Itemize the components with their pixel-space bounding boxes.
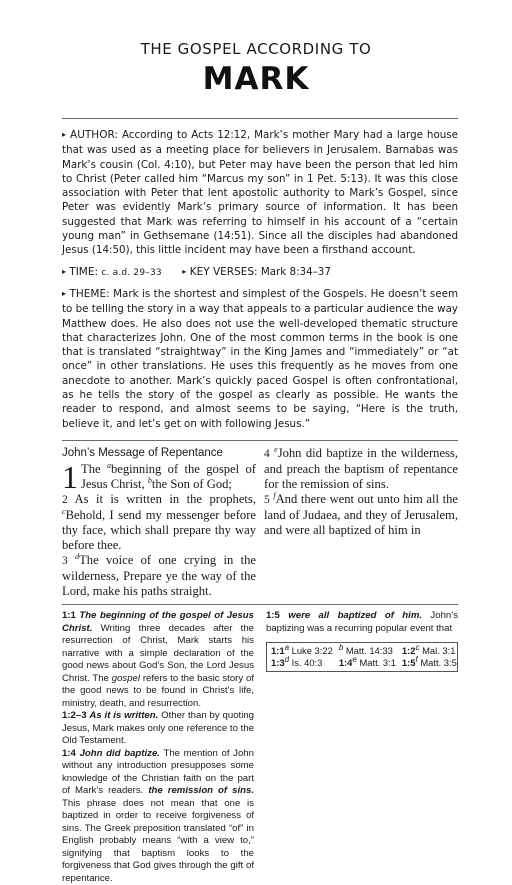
chapter-number: 1	[62, 463, 78, 491]
time-value: c. a.d. 29–33	[101, 268, 162, 278]
xref-item: b Matt. 14:33	[339, 645, 396, 657]
book-header	[0, 40, 512, 97]
triangle-bullet-icon: ▸	[182, 267, 186, 276]
author-label: AUTHOR:	[70, 129, 118, 141]
time-verses-line	[62, 265, 458, 280]
verse-3: 3 $^d$The voice of one crying in the wilderness, Prepare ye the way of the Lord, make his paths straight.	[62, 553, 256, 598]
verse-5: 5 $^f$And there went out unto him all the land of Judaea, and they of Jerusalem, and were all baptized of him in	[264, 492, 458, 537]
triangle-bullet-icon: ▸	[62, 289, 66, 298]
book-introduction	[62, 128, 458, 438]
verse-number: 2	[62, 494, 68, 506]
study-notes	[62, 610, 458, 885]
book-title: MARK	[0, 61, 512, 97]
verse-1: The $^a$beginning of the gospel of Jesus Christ, $^b$the Son of God;	[81, 462, 256, 491]
note-1-2-3: 1:2–3 As it is written. Other than by quoting Jesus, Mark makes only one reference to the Old Testament.	[62, 710, 254, 748]
verse-number: 3	[62, 555, 68, 567]
notes-column-left	[62, 610, 254, 885]
cross-references-box	[266, 642, 458, 672]
verse-number: 4	[264, 448, 270, 460]
triangle-bullet-icon: ▸	[62, 267, 66, 276]
theme-label: THEME:	[69, 288, 109, 300]
key-verses-value: Mark 8:34–37	[261, 266, 331, 278]
xref-item: 1:1a Luke 3:22	[271, 645, 333, 657]
note-1-5: 1:5 were all baptized of him. John’s baptizing was a recurring popular event that	[266, 610, 458, 635]
divider-notes	[62, 604, 458, 605]
xref-item: 1:4e Matt. 3:1	[339, 657, 396, 669]
notes-column-right	[266, 610, 458, 885]
author-paragraph	[62, 128, 458, 258]
verse-4: 4 $^e$John did baptize in the wilderness, and preach the baptism of repentance for the remission of sins.	[264, 446, 458, 491]
theme-paragraph	[62, 287, 458, 431]
divider-top	[62, 118, 458, 119]
section-heading: John’s Message of Repentance	[62, 446, 256, 461]
scripture-text	[62, 446, 458, 599]
time-label: TIME:	[69, 266, 98, 278]
scripture-column-right	[264, 446, 458, 599]
divider-middle	[62, 440, 458, 441]
scripture-column-left	[62, 446, 256, 599]
triangle-bullet-icon: ▸	[62, 130, 66, 139]
xref-item: 1:3d Is. 40:3	[271, 657, 333, 669]
xref-item: 1:5f Matt. 3:5	[402, 657, 457, 669]
theme-text: Mark is the shortest and simplest of the Gospels. He doesn’t seem to be telling the story in a way that appeals to a particular audience the way Matthew does. He also does not use the well-developed thematic structure that characterizes John. One of the most common terms in the book is one that is translated “straightway” in the King James and “immediately” or “at once” in other translations. He uses this frequently as he moves from one anecdote to another. Mark’s quickly paced Gospel is often confrontational, as he tells the story of the gospel as clearly as possible. He wants the reader to respond, and almost seems to be saying, “Here is the truth, believe it, and let’s get on with following Jesus.”	[62, 288, 458, 430]
key-verses-label: KEY VERSES:	[190, 266, 258, 278]
verse-2: 2 As it is written in the prophets, $^c$Behold, I send my messenger before thy face, which shall prepare thy way before thee.	[62, 492, 256, 552]
book-supertitle: THE GOSPEL ACCORDING TO	[0, 40, 512, 58]
verse-number: 5	[264, 494, 270, 506]
xref-item: 1:2c Mal. 3:1	[402, 645, 457, 657]
note-1-1: 1:1 The beginning of the gospel of Jesus Christ. Writing three decades after the resurrection of Christ, Mark starts his narrative with a simple declaration of the good news about God’s Son, the Lord Jesus Christ. The gospel refers to the basic story of the good news to be found in Christ’s life, ministry, death, and resurrection.	[62, 610, 254, 710]
note-1-4: 1:4 John did baptize. The mention of John without any introduction presupposes some knowledge of the Christian faith on the part of Mark’s readers. the remission of sins. This phrase does not mean that one is baptized in order to receive forgiveness of sins. The Greek preposition translated “of” in English probably means “with a view to,” signifying that baptism looks to the forgiveness that God gives through the gift of repentance.	[62, 748, 254, 885]
author-text: According to Acts 12:12, Mark’s mother Mary had a large house that was used as a meeting place for believers in Jerusalem. Barnabas was Mark’s cousin (Col. 4:10), but Peter may have been the person that led him to Christ (Peter called him “Marcus my son” in 1 Pet. 5:13). It was this close association with Peter that lent apostolic authority to Mark’s Gospel, since Peter was evidently Mark’s primary source of information. It has been suggested that Mark was referring to himself in his account of a “certain young man” in Gethsemane (14:51). Since all the disciples had abandoned Jesus (14:50), this little incident may have been a firsthand account.	[62, 129, 458, 256]
